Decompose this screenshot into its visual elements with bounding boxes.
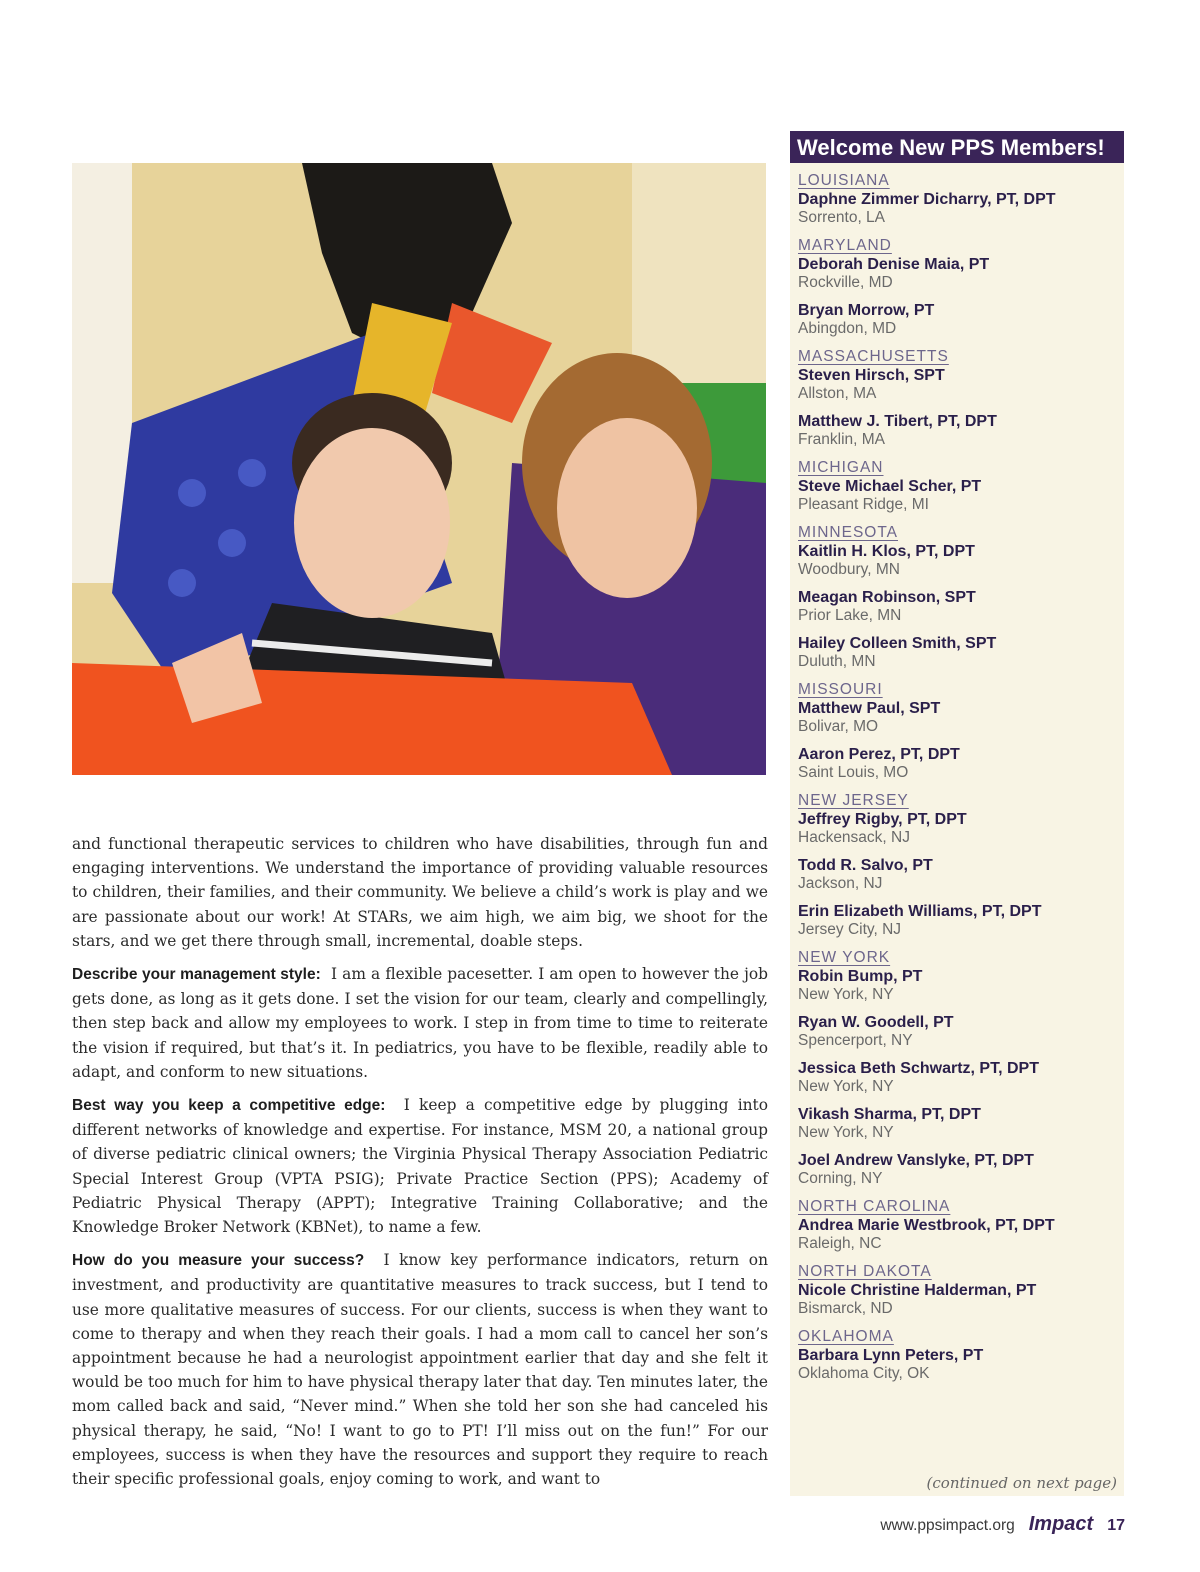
member-entry	[798, 634, 1116, 671]
article-section	[72, 1248, 768, 1491]
state-group	[798, 458, 1116, 514]
state-heading: MINNESOTA	[798, 524, 898, 541]
member-entry	[798, 1013, 1116, 1050]
member-name: Ryan W. Goodell, PT	[798, 1014, 954, 1031]
member-entry	[798, 412, 1116, 449]
member-entry	[798, 255, 1116, 292]
member-name: Barbara Lynn Peters, PT	[798, 1347, 984, 1364]
member-location: New York, NY	[798, 986, 894, 1003]
member-location: Hackensack, NJ	[798, 829, 910, 846]
member-name: Joel Andrew Vanslyke, PT, DPT	[798, 1152, 1034, 1169]
member-entry	[798, 856, 1116, 893]
question-label: How do you measure your success?	[72, 1252, 365, 1270]
member-location: Bismarck, ND	[798, 1300, 893, 1317]
member-location: Abingdon, MD	[798, 320, 897, 337]
member-name: Meagan Robinson, SPT	[798, 589, 976, 606]
member-entry	[798, 699, 1116, 736]
state-group	[798, 1197, 1116, 1253]
member-name: Daphne Zimmer Dicharry, PT, DPT	[798, 191, 1056, 208]
state-group	[798, 171, 1116, 227]
member-entry	[798, 1281, 1116, 1318]
state-heading: MICHIGAN	[798, 459, 884, 476]
member-name: Robin Bump, PT	[798, 968, 923, 985]
member-location: Woodbury, MN	[798, 561, 900, 578]
member-name: Jessica Beth Schwartz, PT, DPT	[798, 1060, 1039, 1077]
member-name: Steve Michael Scher, PT	[798, 478, 982, 495]
member-location: Raleigh, NC	[798, 1235, 882, 1252]
member-location: Franklin, MA	[798, 431, 885, 448]
article-section	[72, 962, 768, 1084]
article-photo	[72, 163, 766, 775]
member-entry	[798, 542, 1116, 579]
member-location: Bolivar, MO	[798, 718, 879, 735]
state-group	[798, 236, 1116, 338]
state-heading: OKLAHOMA	[798, 1328, 894, 1345]
member-entry	[798, 745, 1116, 782]
member-location: Saint Louis, MO	[798, 764, 909, 781]
state-group	[798, 1327, 1116, 1383]
member-name: Kaitlin H. Klos, PT, DPT	[798, 543, 975, 560]
state-heading: MASSACHUSETTS	[798, 348, 949, 365]
answer-text: I keep a competitive edge by plugging into different networks of knowledge and expertise. For instance, MSM 20, a national group of diverse pediatric clinical owners; the Virginia Physical Therapy Association Pediatric Special Interest Group (VPTA PSIG); Private Practice Section (PPS); Academy of Pediatric Physical Therapy (APPT); Integrative Training Collaborative; and the Knowledge Broker Network (KBNet), to name a few.	[72, 1096, 768, 1237]
state-group	[798, 791, 1116, 939]
question-label: Best way you keep a competitive edge:	[72, 1097, 386, 1115]
continued-note: (continued on next page)	[926, 1474, 1117, 1492]
member-name: Hailey Colleen Smith, SPT	[798, 635, 997, 652]
member-entry	[798, 1059, 1116, 1096]
member-entry	[798, 902, 1116, 939]
member-name: Bryan Morrow, PT	[798, 302, 935, 319]
member-location: Corning, NY	[798, 1170, 883, 1187]
member-entry	[798, 301, 1116, 338]
member-name: Erin Elizabeth Williams, PT, DPT	[798, 903, 1042, 920]
page-number: 17	[1107, 1517, 1125, 1534]
member-entry	[798, 1216, 1116, 1253]
member-name: Deborah Denise Maia, PT	[798, 256, 990, 273]
member-entry	[798, 967, 1116, 1004]
state-heading: MARYLAND	[798, 237, 892, 254]
answer-text: I am a flexible pacesetter. I am open to however the job gets done, as long as it gets done. I set the vision for our team, clearly and compellingly, then step back and allow my employees to work. I step in from time to time to reiterate the vision if required, but that’s it. In pediatrics, you have to be flexible, readily able to adapt, and conform to new situations.	[72, 965, 768, 1081]
member-location: Duluth, MN	[798, 653, 876, 670]
page-footer	[880, 1513, 1125, 1536]
state-heading: NORTH CAROLINA	[798, 1198, 951, 1215]
state-group	[798, 523, 1116, 671]
member-location: Allston, MA	[798, 385, 877, 402]
new-members-sidebar	[790, 131, 1124, 1496]
state-heading: NEW YORK	[798, 949, 891, 966]
magazine-brand: Impact	[1028, 1513, 1094, 1535]
state-group	[798, 948, 1116, 1188]
member-entry	[798, 366, 1116, 403]
article-section	[72, 1093, 768, 1239]
member-entry	[798, 588, 1116, 625]
state-group	[798, 1262, 1116, 1318]
member-name: Vikash Sharma, PT, DPT	[798, 1106, 981, 1123]
state-heading: LOUISIANA	[798, 172, 890, 189]
state-heading: NEW JERSEY	[798, 792, 909, 809]
state-heading: MISSOURI	[798, 681, 883, 698]
member-name: Matthew J. Tibert, PT, DPT	[798, 413, 997, 430]
member-entry	[798, 1105, 1116, 1142]
member-entry	[798, 477, 1116, 514]
member-name: Jeffrey Rigby, PT, DPT	[798, 811, 967, 828]
sidebar-title: Welcome New PPS Members!	[790, 131, 1124, 163]
member-name: Aaron Perez, PT, DPT	[798, 746, 960, 763]
member-location: Prior Lake, MN	[798, 607, 902, 624]
member-location: Rockville, MD	[798, 274, 893, 291]
member-location: Jersey City, NJ	[798, 921, 902, 938]
member-entry	[798, 810, 1116, 847]
member-location: New York, NY	[798, 1124, 894, 1141]
member-location: Jackson, NJ	[798, 875, 883, 892]
member-location: Sorrento, LA	[798, 209, 886, 226]
state-group	[798, 680, 1116, 782]
member-name: Todd R. Salvo, PT	[798, 857, 933, 874]
member-entry	[798, 1151, 1116, 1188]
member-entry	[798, 190, 1116, 227]
member-location: Oklahoma City, OK	[798, 1365, 930, 1382]
article-body	[72, 832, 768, 1500]
member-location: Spencerport, NY	[798, 1032, 913, 1049]
member-name: Matthew Paul, SPT	[798, 700, 941, 717]
answer-text: I know key performance indicators, return on investment, and productivity are quantitative measures to track success, but I tend to use more qualitative measures of success. For our clients, success is when they want to come to therapy and when they reach their goals. I had a mom call to cancel her son’s appointment because he had a neurologist appointment earlier that day and she felt it would be too much for him to have physical therapy later that day. Ten minutes later, the mom called back and said, “Never mind.” When she told her son she had canceled his physical therapy, he said, “No! I want to go to PT! I’ll miss out on the fun!” For our employees, success is when they have the resources and support they require to reach their specific professional goals, enjoy coming to work, and want to	[72, 1251, 768, 1489]
members-list	[790, 163, 1124, 1383]
member-entry	[798, 1346, 1116, 1383]
member-name: Nicole Christine Halderman, PT	[798, 1282, 1037, 1299]
member-location: New York, NY	[798, 1078, 894, 1095]
state-heading: NORTH DAKOTA	[798, 1263, 932, 1280]
state-group	[798, 347, 1116, 449]
question-label: Describe your management style:	[72, 966, 321, 984]
website-url[interactable]: www.ppsimpact.org	[880, 1517, 1015, 1534]
article-intro: and functional therapeutic services to children who have disabilities, through fun and engaging interventions. We understand the importance of providing valuable resources to children, their families, and their community. We believe a child’s work is play and we are passionate about our work! At STARs, we aim high, we aim big, we shoot for the stars, and we get there through small, incremental, doable steps.	[72, 835, 768, 950]
member-name: Steven Hirsch, SPT	[798, 367, 945, 384]
member-location: Pleasant Ridge, MI	[798, 496, 929, 513]
member-name: Andrea Marie Westbrook, PT, DPT	[798, 1217, 1055, 1234]
